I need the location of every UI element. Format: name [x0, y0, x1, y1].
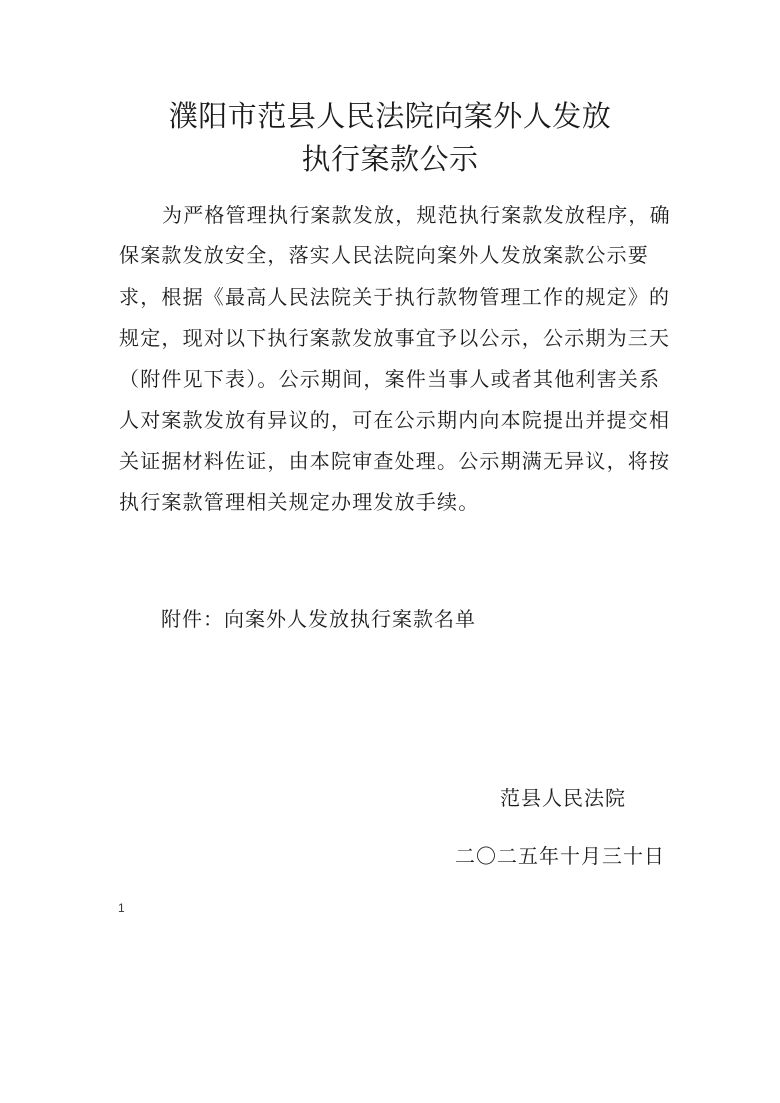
- document-title-line-2: 执行案款公示: [301, 142, 479, 176]
- body-paragraph-line-1: 为严格管理执行案款发放，规范执行案款发放程序，确: [162, 203, 671, 227]
- body-paragraph-line-6: 人对案款发放有异议的，可在公示期内向本院提出并提交相: [119, 408, 671, 432]
- body-paragraph-line-8: 执行案款管理相关规定办理发放手续。: [119, 490, 480, 514]
- signature-date: 二〇二五年十月三十日: [455, 844, 665, 868]
- body-paragraph-line-7: 关证据材料佐证，由本院审查处理。公示期满无异议，将按: [119, 449, 671, 473]
- body-paragraph-line-3: 求，根据《最高人民法院关于执行款物管理工作的规定》的: [119, 285, 671, 309]
- body-paragraph-line-2: 保案款发放安全，落实人民法院向案外人发放案款公示要: [119, 243, 649, 267]
- body-paragraph-line-4: 规定，现对以下执行案款发放事宜予以公示，公示期为三天: [119, 326, 671, 350]
- document-title-line-1: 濮阳市范县人民法院向案外人发放: [168, 99, 612, 133]
- attachment-line: 附件：向案外人发放执行案款名单: [161, 607, 476, 631]
- body-paragraph-line-5: （附件见下表）。公示期间，案件当事人或者其他利害关系: [119, 367, 661, 391]
- page-number: 1: [118, 901, 125, 915]
- signature-organization: 范县人民法院: [500, 786, 626, 810]
